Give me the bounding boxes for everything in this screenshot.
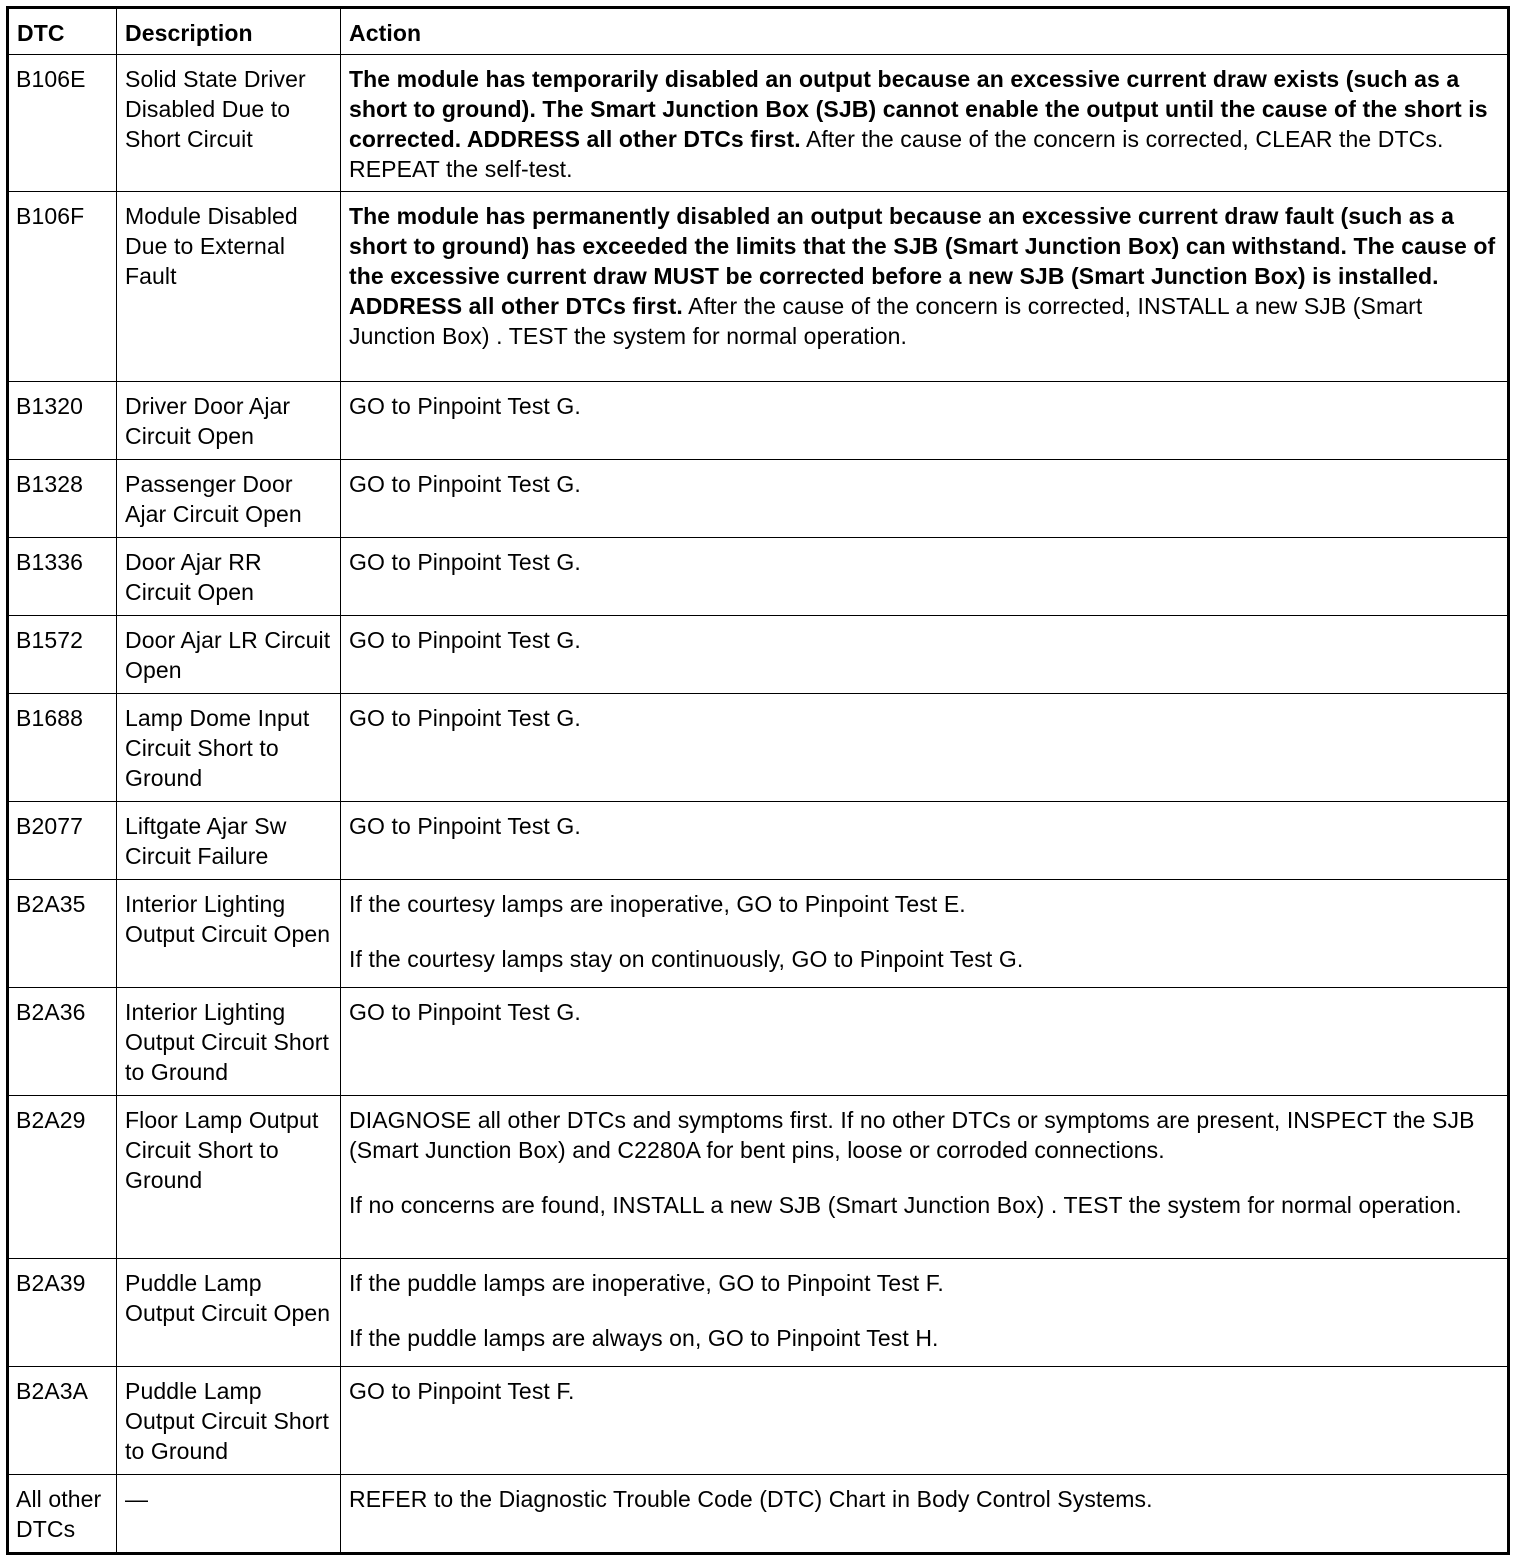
table-row — [8, 802, 1509, 880]
dtc-table-container — [6, 6, 1507, 1555]
dtc-code: B1328 — [8, 460, 117, 538]
dtc-action — [341, 1096, 1509, 1259]
action-paragraph: REFER to the Diagnostic Trouble Code (DTC) Chart in Body Control Systems. — [349, 1486, 1153, 1512]
dtc-description: Door Ajar RR Circuit Open — [117, 538, 341, 616]
table-row — [8, 1475, 1509, 1554]
table-row — [8, 538, 1509, 616]
dtc-code: B1320 — [8, 382, 117, 460]
dtc-action — [341, 988, 1509, 1096]
dtc-action — [341, 616, 1509, 694]
action-paragraph: If the courtesy lamps stay on continuously, GO to Pinpoint Test G. — [349, 946, 1024, 972]
dtc-code: B1572 — [8, 616, 117, 694]
action-paragraph: If the puddle lamps are inoperative, GO to Pinpoint Test F. — [349, 1270, 944, 1296]
table-row — [8, 1259, 1509, 1367]
header-dtc: DTC — [8, 8, 117, 55]
dtc-code: B1336 — [8, 538, 117, 616]
action-paragraph: DIAGNOSE all other DTCs and symptoms first. If no other DTCs or symptoms are present, INSPECT the SJB (Smart Junction Box) and C2280A for bent pins, loose or corroded connections. — [349, 1107, 1475, 1163]
dtc-code: B106F — [8, 192, 117, 382]
dtc-action — [341, 382, 1509, 460]
dtc-description: — — [117, 1475, 341, 1554]
dtc-description: Door Ajar LR Circuit Open — [117, 616, 341, 694]
action-paragraph: GO to Pinpoint Test G. — [349, 705, 581, 731]
table-row — [8, 1367, 1509, 1475]
dtc-action — [341, 1367, 1509, 1475]
dtc-description: Interior Lighting Output Circuit Short to Ground — [117, 988, 341, 1096]
action-paragraph: GO to Pinpoint Test G. — [349, 393, 581, 419]
dtc-action — [341, 1475, 1509, 1554]
header-description: Description — [117, 8, 341, 55]
dtc-description: Floor Lamp Output Circuit Short to Ground — [117, 1096, 341, 1259]
action-paragraph: If the puddle lamps are always on, GO to Pinpoint Test H. — [349, 1325, 939, 1351]
dtc-code: B1688 — [8, 694, 117, 802]
dtc-action — [341, 192, 1509, 382]
table-row — [8, 616, 1509, 694]
action-paragraph: GO to Pinpoint Test F. — [349, 1378, 575, 1404]
dtc-code: B106E — [8, 55, 117, 192]
dtc-description: Passenger Door Ajar Circuit Open — [117, 460, 341, 538]
dtc-action — [341, 802, 1509, 880]
table-row — [8, 382, 1509, 460]
dtc-action — [341, 1259, 1509, 1367]
table-row — [8, 880, 1509, 988]
dtc-code: B2A36 — [8, 988, 117, 1096]
dtc-code: B2A3A — [8, 1367, 117, 1475]
table-row — [8, 1096, 1509, 1259]
table-row — [8, 55, 1509, 192]
dtc-action — [341, 55, 1509, 192]
action-paragraph: If no concerns are found, INSTALL a new SJB (Smart Junction Box) . TEST the system for normal operation. — [349, 1192, 1462, 1218]
action-paragraph: GO to Pinpoint Test G. — [349, 549, 581, 575]
action-paragraph: If the courtesy lamps are inoperative, GO to Pinpoint Test E. — [349, 891, 966, 917]
dtc-action — [341, 538, 1509, 616]
dtc-code: B2077 — [8, 802, 117, 880]
dtc-description: Driver Door Ajar Circuit Open — [117, 382, 341, 460]
table-row — [8, 694, 1509, 802]
dtc-description: Puddle Lamp Output Circuit Open — [117, 1259, 341, 1367]
dtc-code: All other DTCs — [8, 1475, 117, 1554]
dtc-code: B2A35 — [8, 880, 117, 988]
table-row — [8, 460, 1509, 538]
action-bold-text: The module has temporarily disabled an output because an excessive current draw exists (such as a short to ground). The Smart Junction Box (SJB) cannot enable the output until the cause of the short is corrected. ADDRESS all other DTCs first. — [349, 66, 1488, 152]
dtc-description: Solid State Driver Disabled Due to Short Circuit — [117, 55, 341, 192]
dtc-action — [341, 694, 1509, 802]
dtc-table — [6, 6, 1510, 1555]
action-paragraph: GO to Pinpoint Test G. — [349, 471, 581, 497]
dtc-description: Interior Lighting Output Circuit Open — [117, 880, 341, 988]
action-paragraph: GO to Pinpoint Test G. — [349, 999, 581, 1025]
action-bold-text: The module has permanently disabled an output because an excessive current draw fault (such as a short to ground) has exceeded the limits that the SJB (Smart Junction Box) can withstand. The cause of the excessive current draw MUST be corrected before a new SJB (Smart Junction Box) is installed. ADDRESS all other DTCs first. — [349, 203, 1496, 319]
action-text: After the cause of the concern is corrected, INSTALL a new SJB (Smart Junction Box) . TEST the system for normal operation. — [349, 293, 1423, 349]
dtc-description: Puddle Lamp Output Circuit Short to Ground — [117, 1367, 341, 1475]
table-header-row — [8, 8, 1509, 55]
dtc-description: Module Disabled Due to External Fault — [117, 192, 341, 382]
table-row — [8, 988, 1509, 1096]
dtc-description: Liftgate Ajar Sw Circuit Failure — [117, 802, 341, 880]
dtc-action — [341, 460, 1509, 538]
dtc-description: Lamp Dome Input Circuit Short to Ground — [117, 694, 341, 802]
header-action: Action — [341, 8, 1509, 55]
dtc-action — [341, 880, 1509, 988]
dtc-code: B2A29 — [8, 1096, 117, 1259]
action-paragraph: GO to Pinpoint Test G. — [349, 627, 581, 653]
dtc-code: B2A39 — [8, 1259, 117, 1367]
action-text: After the cause of the concern is corrected, CLEAR the DTCs. REPEAT the self-test. — [349, 126, 1444, 182]
action-paragraph: GO to Pinpoint Test G. — [349, 813, 581, 839]
table-row — [8, 192, 1509, 382]
